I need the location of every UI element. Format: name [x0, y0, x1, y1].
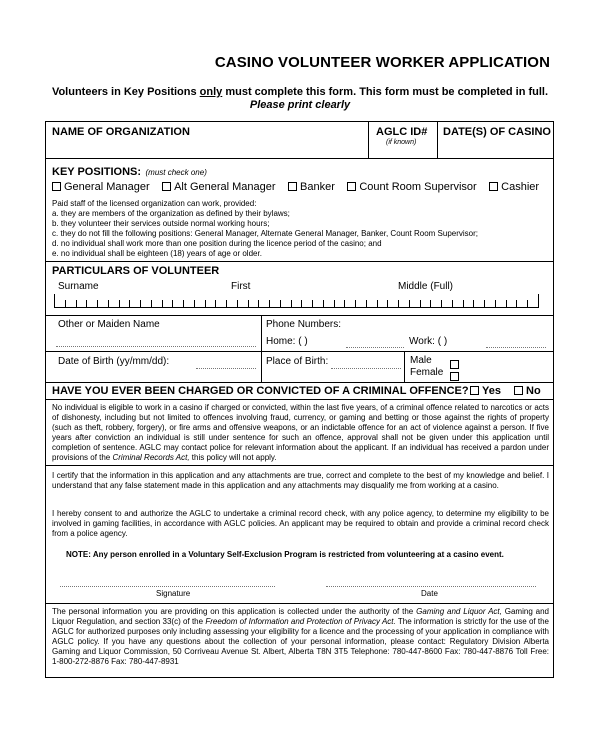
- signature-label: Signature: [156, 589, 191, 598]
- signature-field[interactable]: [60, 586, 275, 587]
- form-title: CASINO VOLUNTEER WORKER APPLICATION: [214, 54, 550, 71]
- casino-dates-label: DATE(S) OF CASINO: [443, 126, 551, 138]
- divider: [437, 122, 438, 158]
- option-count-room-supervisor[interactable]: Count Room Supervisor: [347, 181, 476, 193]
- divider: [46, 351, 553, 352]
- date-field[interactable]: [326, 586, 536, 587]
- checkbox[interactable]: [347, 182, 356, 191]
- intro-pre: Volunteers in Key Positions: [51, 86, 200, 98]
- intro-post: must complete this form. This form must be completed in full.: [222, 86, 549, 98]
- intro-line: [0, 86, 600, 98]
- condition-d: d. no individual shall work more than one position during the licence period of the casino; and: [52, 239, 382, 248]
- form-frame: [45, 121, 554, 678]
- pob-field[interactable]: [331, 368, 401, 369]
- other-name-label: Other or Maiden Name: [58, 319, 160, 330]
- divider: [46, 603, 553, 604]
- privacy-text: The personal information you are providing on this application is collected under the authority of the Gaming and Liquor Act, Gaming and Liquor Regulation, and section 33(c) of the Freedom of Information and Protection of Privacy Act. The information is strictly for the use of the AGLC for authorized purposes only including assessing your eligibility for a licence and the processing of your application in compliance with AGLC policy. If you have any questions about the collection of your personal information, please contact: Regulatory Division Alberta Gaming and Liquor Commission, 50 Corriveau Avenue St. Albert, Alberta T8N 3T5 Telephone: 780-447-8600 Fax: 780-447-8876 Toll Free: 1-800-272-8876 Fax: 780-447-8931: [52, 607, 550, 666]
- dob-field[interactable]: [196, 368, 256, 369]
- divider: [46, 315, 553, 316]
- male-label: Male: [410, 355, 432, 366]
- divider: [46, 382, 553, 383]
- option-cashier[interactable]: Cashier: [489, 181, 539, 193]
- yes-option[interactable]: Yes: [470, 385, 501, 397]
- option-general-manager[interactable]: General Manager: [52, 181, 150, 193]
- divider: [46, 261, 553, 262]
- criminal-eligibility-text: No individual is eligible to work in a casino if charged or convicted, within the last five years, of a criminal offence related to narcotics or acts of dishonesty, including but not limited to offences involving fraud, currency, or gaming and betting or those against the rights of property (such as theft, robbery, forgery), or fire arms and offensive weapons, or an indictable offence for an act of violence against a person. If five years after conviction an individual is still under sentence for such an offence, approval shall not be given under this application until completion of sentence. AGLC may contact police for relevant information about the applicant. If an individual has received a pardon under provisions of the Criminal Records Act, this policy will not apply.: [52, 403, 549, 462]
- criminal-question: HAVE YOU EVER BEEN CHARGED OR CONVICTED OF A CRIMINAL OFFENCE?: [52, 385, 469, 397]
- divider: [261, 315, 262, 382]
- key-positions-sub: (must check one): [145, 168, 207, 177]
- checkbox[interactable]: [162, 182, 171, 191]
- first-name-label: First: [231, 281, 251, 292]
- checkbox[interactable]: [489, 182, 498, 191]
- condition-e: e. no individual shall be eighteen (18) years of age or older.: [52, 249, 262, 258]
- name-entry-boxes[interactable]: [54, 294, 539, 308]
- condition-c: c. they do not fill the following positions: General Manager, Alternate General Manager, Banker, Count Room Supervisor;: [52, 229, 479, 238]
- middle-name-label: Middle (Full): [398, 281, 454, 292]
- home-phone-field[interactable]: [346, 347, 404, 348]
- org-name-label: NAME OF ORGANIZATION: [52, 126, 190, 138]
- home-phone-label: Home: ( ): [266, 336, 308, 347]
- female-label: Female: [410, 367, 444, 378]
- certify-text: I certify that the information in this application and any attachments are true, correct and complete to the best of my knowledge and belief. I understand that any false statement made in this application and any attachments may disqualify me from working at a casino.: [52, 471, 549, 490]
- paid-staff-conditions: [52, 199, 547, 259]
- surname-label: Surname: [58, 281, 99, 292]
- divider: [404, 351, 405, 382]
- self-exclusion-note: NOTE: Any person enrolled in a Voluntary Self-Exclusion Program is restricted from volunteering at a casino event.: [66, 550, 504, 559]
- pob-label: Place of Birth:: [266, 356, 329, 367]
- divider: [46, 399, 553, 400]
- key-positions-label: KEY POSITIONS:: [52, 166, 142, 178]
- condition-b: b. they volunteer their services outside normal working hours;: [52, 219, 270, 228]
- print-clearly-note: Please print clearly: [249, 99, 351, 111]
- particulars-label: PARTICULARS OF VOLUNTEER: [52, 265, 220, 277]
- intro-only: only: [199, 86, 223, 98]
- aglc-id-sub: (if known): [386, 139, 417, 146]
- divider: [46, 158, 553, 159]
- work-phone-field[interactable]: [486, 347, 546, 348]
- checkbox[interactable]: [288, 182, 297, 191]
- paid-staff-intro: Paid staff of the licensed organization can work, provided:: [52, 199, 257, 208]
- dob-label: Date of Birth (yy/mm/dd):: [58, 356, 170, 367]
- option-alt-general-manager[interactable]: Alt General Manager: [162, 181, 276, 193]
- date-label: Date: [421, 589, 438, 598]
- phone-numbers-label: Phone Numbers:: [266, 319, 342, 330]
- key-positions-options: [52, 177, 547, 195]
- divider: [368, 122, 369, 158]
- no-option[interactable]: No: [514, 385, 541, 397]
- consent-text: I hereby consent to and authorize the AGLC to undertake a criminal record check, with any police agency, to determine my eligibility to be involved in gaming facilities, in accordance with AGLC policies. An applicant may be required to obtain and provide a criminal record check from a police agency.: [52, 509, 549, 538]
- other-name-field[interactable]: [56, 346, 256, 347]
- divider: [46, 465, 553, 466]
- org-name-field[interactable]: [52, 138, 364, 153]
- checkbox[interactable]: [52, 182, 61, 191]
- option-banker[interactable]: Banker: [288, 181, 335, 193]
- condition-a: a. they are members of the organization as defined by their bylaws;: [52, 209, 290, 218]
- work-phone-label: Work: ( ): [409, 336, 448, 347]
- aglc-id-label: AGLC ID#: [376, 126, 428, 138]
